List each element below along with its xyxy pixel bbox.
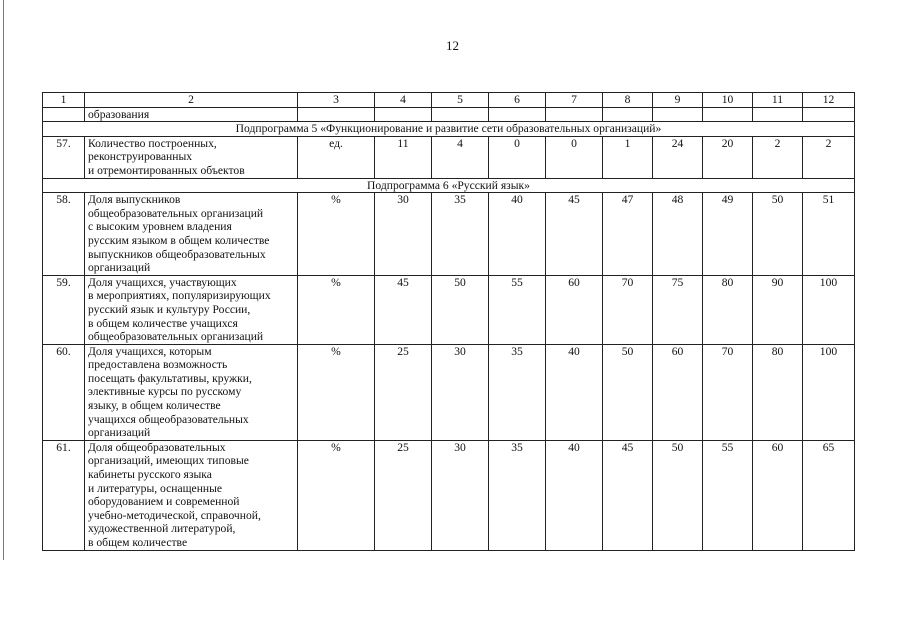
indicator-name-line: организаций <box>88 261 151 275</box>
value-cell: 4 <box>432 136 489 178</box>
column-header: 2 <box>85 93 298 108</box>
column-header: 10 <box>703 93 753 108</box>
value-cell: 30 <box>432 440 489 550</box>
table-row <box>43 193 855 276</box>
subprogram-row <box>43 178 855 193</box>
indicator-name-line: общеобразовательных организаций <box>88 206 264 220</box>
indicator-name-line: посещать факультативы, кружки, <box>88 371 252 385</box>
value-cell: 80 <box>753 344 803 440</box>
value-cell: 75 <box>653 275 703 344</box>
row-number: 60. <box>43 344 85 440</box>
indicator-name-line: художественной литературой, <box>88 522 236 536</box>
value-cell: 45 <box>375 275 432 344</box>
column-header: 6 <box>489 93 546 108</box>
indicator-name <box>85 344 298 440</box>
indicator-name-line: в общем количестве <box>88 536 188 549</box>
unit-cell: % <box>298 344 375 440</box>
value-cell: 25 <box>375 440 432 550</box>
indicator-name-line: организаций <box>88 426 151 440</box>
value-cell: 40 <box>546 344 603 440</box>
indicator-name-line: выпускников общеобразовательных <box>88 247 266 261</box>
indicator-name-line: элективные курсы по русскому <box>88 385 242 399</box>
column-number-row <box>43 93 855 108</box>
value-cell: 55 <box>703 440 753 550</box>
value-cell: 50 <box>603 344 653 440</box>
table-row <box>43 275 855 344</box>
indicator-name-line: языку, в общем количестве <box>88 399 221 413</box>
value-cell: 50 <box>432 275 489 344</box>
indicator-name-line: реконструированных <box>88 150 193 164</box>
value-cell: 90 <box>753 275 803 344</box>
value-cell: 45 <box>603 440 653 550</box>
indicator-name-line: Количество построенных, <box>88 136 217 150</box>
value-cell: 2 <box>803 136 855 178</box>
row-number: 61. <box>43 440 85 550</box>
indicator-name-line: Доля учащихся, которым <box>88 344 212 358</box>
value-cell: 1 <box>603 136 653 178</box>
value-cell: 20 <box>703 136 753 178</box>
indicator-name-line: Доля общеобразовательных <box>88 440 226 454</box>
subprogram-title: Подпрограмма 5 «Функционирование и развитие сети образовательных организаций» <box>43 122 855 137</box>
value-cell: 55 <box>489 275 546 344</box>
value-cell: 2 <box>753 136 803 178</box>
value-cell: 40 <box>546 440 603 550</box>
indicator-name-line: и литературы, оснащенные <box>88 481 223 495</box>
column-header: 11 <box>753 93 803 108</box>
value-cell: 11 <box>375 136 432 178</box>
column-header: 12 <box>803 93 855 108</box>
value-cell: 30 <box>375 193 432 276</box>
column-header: 4 <box>375 93 432 108</box>
column-header: 3 <box>298 93 375 108</box>
indicator-name <box>85 275 298 344</box>
value-cell: 50 <box>753 193 803 276</box>
value-cell: 60 <box>753 440 803 550</box>
continuation-row <box>43 107 855 122</box>
value-cell: 60 <box>653 344 703 440</box>
row-number: 59. <box>43 275 85 344</box>
value-cell: 100 <box>803 344 855 440</box>
indicator-name <box>85 440 298 550</box>
scan-edge-line <box>3 0 4 560</box>
unit-cell: ед. <box>298 136 375 178</box>
value-cell: 30 <box>432 344 489 440</box>
indicator-name <box>85 136 298 178</box>
column-header: 5 <box>432 93 489 108</box>
value-cell: 48 <box>653 193 703 276</box>
column-header: 1 <box>43 93 85 108</box>
indicator-name-line: предоставлена возможность <box>88 358 228 372</box>
subprogram-title: Подпрограмма 6 «Русский язык» <box>43 178 855 193</box>
column-header: 9 <box>653 93 703 108</box>
indicator-name-line: в общем количестве учащихся <box>88 316 238 330</box>
indicator-name-line: русским языком в общем количестве <box>88 233 270 247</box>
indicator-name-line: Доля выпускников <box>88 193 181 207</box>
subprogram-row <box>43 122 855 137</box>
indicator-name-line: организаций, имеющих типовые <box>88 454 249 468</box>
unit-cell: % <box>298 275 375 344</box>
indicator-name-line: общеобразовательных организаций <box>88 330 264 344</box>
value-cell: 47 <box>603 193 653 276</box>
value-cell: 60 <box>546 275 603 344</box>
value-cell: 40 <box>489 193 546 276</box>
indicator-name-line: учебно-методической, справочной, <box>88 508 261 522</box>
value-cell: 50 <box>653 440 703 550</box>
indicator-name-line: оборудованием и современной <box>88 495 240 509</box>
column-header: 8 <box>603 93 653 108</box>
continuation-text: образования <box>85 107 298 122</box>
value-cell: 80 <box>703 275 753 344</box>
table-row <box>43 136 855 178</box>
value-cell: 24 <box>653 136 703 178</box>
indicator-name <box>85 193 298 276</box>
table-row <box>43 344 855 440</box>
indicator-name-line: в мероприятиях, популяризирующих <box>88 289 271 303</box>
value-cell: 35 <box>489 344 546 440</box>
row-number: 58. <box>43 193 85 276</box>
unit-cell: % <box>298 193 375 276</box>
value-cell: 25 <box>375 344 432 440</box>
value-cell: 0 <box>546 136 603 178</box>
indicator-name-line: кабинеты русского языка <box>88 468 212 482</box>
value-cell: 49 <box>703 193 753 276</box>
table-row <box>43 440 855 550</box>
column-header: 7 <box>546 93 603 108</box>
value-cell: 45 <box>546 193 603 276</box>
indicator-name-line: учащихся общеобразовательных <box>88 412 249 426</box>
value-cell: 65 <box>803 440 855 550</box>
value-cell: 35 <box>432 193 489 276</box>
value-cell: 70 <box>703 344 753 440</box>
indicator-name-line: и отремонтированных объектов <box>88 163 245 177</box>
value-cell: 0 <box>489 136 546 178</box>
indicator-name-line: Доля учащихся, участвующих <box>88 275 237 289</box>
page-number: 12 <box>446 38 459 53</box>
value-cell: 100 <box>803 275 855 344</box>
indicators-table <box>42 92 855 551</box>
value-cell: 35 <box>489 440 546 550</box>
value-cell: 51 <box>803 193 855 276</box>
value-cell: 70 <box>603 275 653 344</box>
indicator-name-line: с высоким уровнем владения <box>88 220 232 234</box>
unit-cell: % <box>298 440 375 550</box>
row-number: 57. <box>43 136 85 178</box>
indicator-name-line: русский язык и культуру России, <box>88 302 251 316</box>
